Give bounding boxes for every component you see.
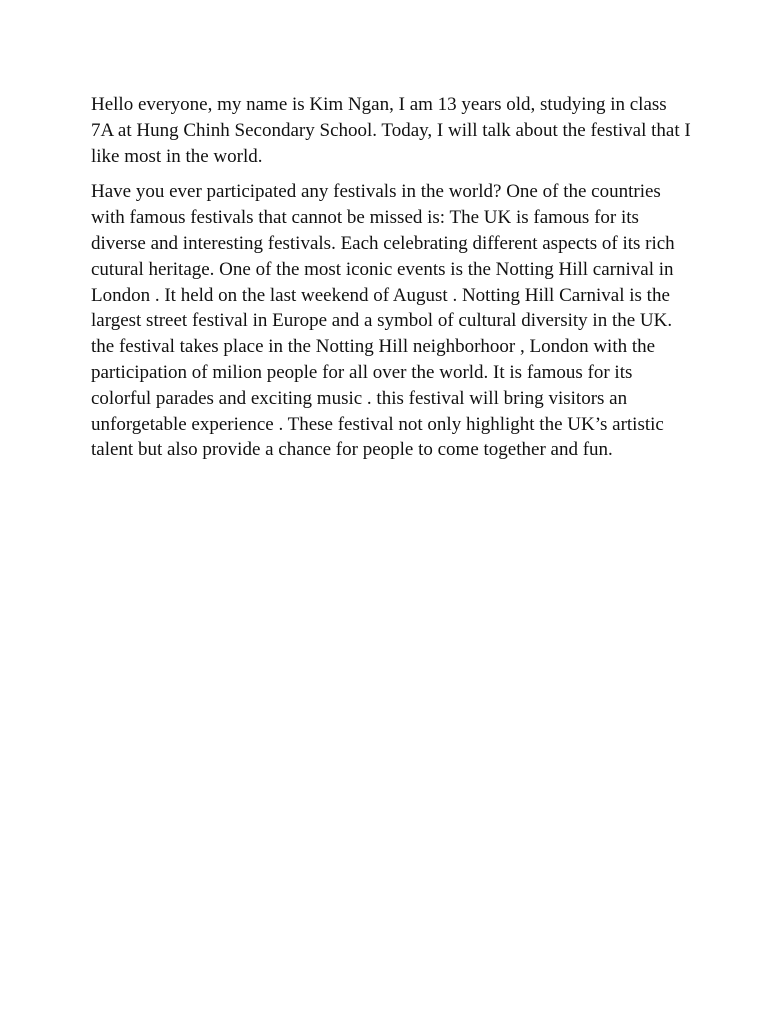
intro-paragraph: Hello everyone, my name is Kim Ngan, I am 13 years old, studying in class 7A at Hung Chinh Secondary School. Today, I will talk about the festival that I like most in the world. xyxy=(91,94,691,167)
document-body xyxy=(91,92,691,473)
festival-paragraph: Have you ever participated any festivals in the world? One of the countries with famous festivals that cannot be missed is: The UK is famous for its diverse and interesting festivals. Each celebrating different aspects of its rich cutural heritage. One of the most iconic events is the Notting Hill carnival in London . It held on the last weekend of August . Notting Hill Carnival is the largest street festival in Europe and a symbol of cultural diversity in the UK. the festival takes place in the Notting Hill neighborhoor , London with the participation of milion people for all over the world. It is famous for its colorful parades and exciting music . this festival will bring visitors an unforgetable experience . These festival not only highlight the UK’s artistic talent but also provide a chance for people to come together and fun. xyxy=(91,181,675,461)
